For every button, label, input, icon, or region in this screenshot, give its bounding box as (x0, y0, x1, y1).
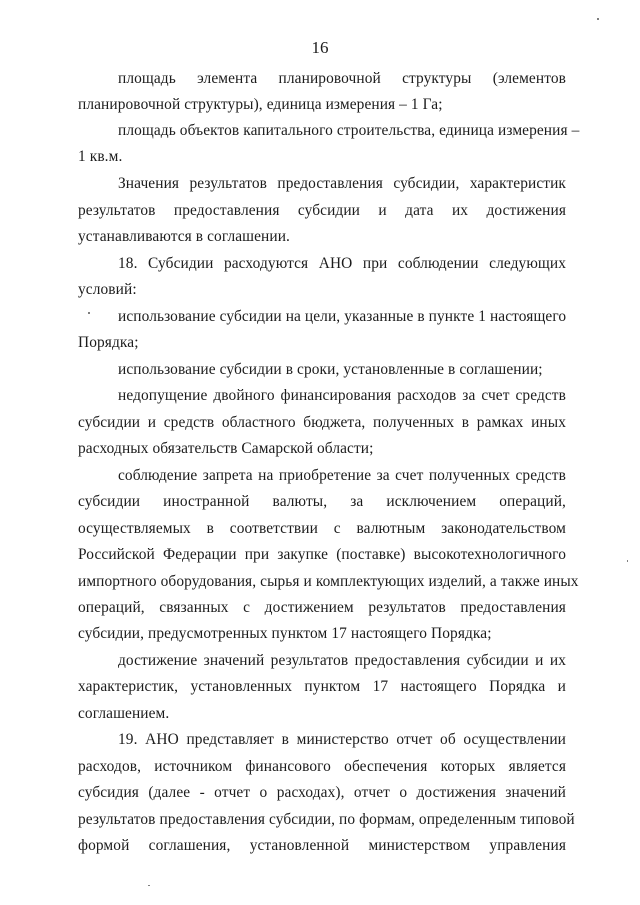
text-line: расходов, источником финансового обеспечения которых является (78, 758, 566, 775)
text-line: недопущение двойного финансирования расходов за счет средств (118, 387, 566, 404)
text-line: результатов предоставления субсидии, по формам, определенным типовой (78, 811, 575, 828)
text-line: устанавливаются в соглашении. (78, 228, 291, 245)
text-line: импортного оборудования, сырья и комплектующих изделий, а также иных (78, 573, 579, 590)
scan-speck (597, 18, 599, 20)
text-line: субсидии и средств областного бюджета, полученных в рамках иных (78, 414, 566, 431)
text-line: 19. АНО представляет в министерство отчет об осуществлении (118, 731, 566, 748)
text-line: результатов предоставления субсидии и дата их достижения (78, 202, 566, 219)
text-line: соглашением. (78, 705, 170, 722)
page-number: 16 (311, 38, 329, 57)
scan-speck (627, 560, 628, 562)
scan-speck (148, 885, 150, 886)
text-line: Российской Федерации при закупке (поставке) высокотехнологичного (78, 546, 566, 563)
text-line: планировочной структуры), единица измерения – 1 Га; (78, 96, 443, 113)
text-line: использование субсидии на цели, указанные в пункте 1 настоящего (118, 308, 567, 325)
text-line: достижение значений результатов предоставления субсидии и их (118, 652, 566, 669)
text-line: расходных обязательств Самарской области; (78, 440, 374, 457)
text-line: 1 кв.м. (78, 148, 123, 165)
text-line: соблюдение запрета на приобретение за счет полученных средств (118, 467, 566, 484)
text-line: субсидии иностранной валюты, за исключением операций, (78, 493, 566, 510)
text-line: операций, связанных с достижением результатов предоставления (78, 599, 566, 616)
text-line: субсидия (далее - отчет о расходах), отчет о достижения значений (78, 784, 566, 801)
text-line: субсидии, предусмотренных пунктом 17 настоящего Порядка; (78, 625, 492, 642)
text-line: площадь объектов капитального строительства, единица измерения – (118, 122, 580, 139)
text-line: условий: (78, 281, 137, 298)
text-line: Порядка; (78, 334, 139, 351)
text-line: характеристик, установленных пунктом 17 настоящего Порядка и (78, 678, 566, 695)
scan-speck (88, 312, 90, 314)
text-line: осуществляемых в соответствии с валютным законодательством (78, 520, 566, 537)
text-line: формой соглашения, установленной министерством управления (78, 837, 566, 854)
text-line: Значения результатов предоставления субсидии, характеристик (118, 175, 566, 192)
text-line: площадь элемента планировочной структуры (элементов (118, 70, 566, 87)
text-line: использование субсидии в сроки, установленные в соглашении; (118, 361, 543, 378)
text-line: 18. Субсидии расходуются АНО при соблюдении следующих (118, 255, 566, 272)
